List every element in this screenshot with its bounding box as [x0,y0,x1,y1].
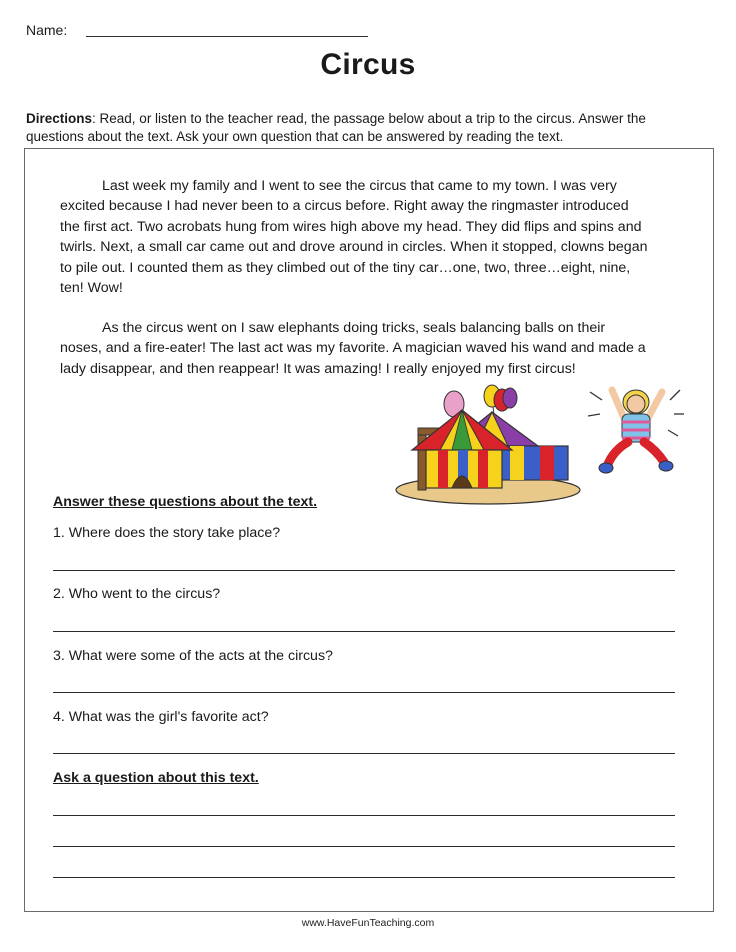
passage-paragraph-1: Last week my family and I went to see the circus that came to my town. I was very excited because I had never been to a circus before. Right away the ringmaster introduced the first act. Two acrobats hung from wires high above my head. They did flips and spins and twirls. Next, a small car came out and drove around in circles. When it stopped, clowns began to pile out. I counted them as they climbed out of the tiny car…one, two, three…eight, nine, ten! Wow! [60,178,648,297]
answer-line-1[interactable] [53,570,675,571]
own-question-line-3[interactable] [53,877,675,878]
footer-website: www.HaveFunTeaching.com [301,917,435,929]
question-4: 4. What was the girl's favorite act? [53,709,269,725]
circus-tents-illustration [388,384,588,506]
questions-heading: Answer these questions about the text. [53,494,318,510]
own-question-heading: Ask a question about this text. [53,770,259,786]
directions-text: : Read, or listen to the teacher read, the passage below about a trip to the circus. Answer the questions about the text. Ask your own question that can be answered by reading the text. [26,111,646,144]
directions [26,110,696,146]
passage-paragraph-2: As the circus went on I saw elephants doing tricks, seals balancing balls on their noses, and a fire-eater! The last act was my favorite. A magician waved his wand and made a lady disappear, and then reappear! It was amazing! I really enjoyed my first circus! [60,320,646,377]
directions-label: Directions [26,111,93,126]
name-field[interactable] [86,36,368,37]
question-1: 1. Where does the story take place? [53,525,281,541]
question-3: 3. What were some of the acts at the circus? [53,648,333,664]
own-question-line-1[interactable] [53,815,675,816]
question-2: 2. Who went to the circus? [53,586,221,602]
name-label: Name: [26,22,68,38]
answer-line-3[interactable] [53,692,675,693]
page-title: Circus [320,48,416,81]
own-question-line-2[interactable] [53,846,675,847]
answer-line-2[interactable] [53,631,675,632]
excited-girl-illustration [584,380,688,476]
answer-line-4[interactable] [53,753,675,754]
